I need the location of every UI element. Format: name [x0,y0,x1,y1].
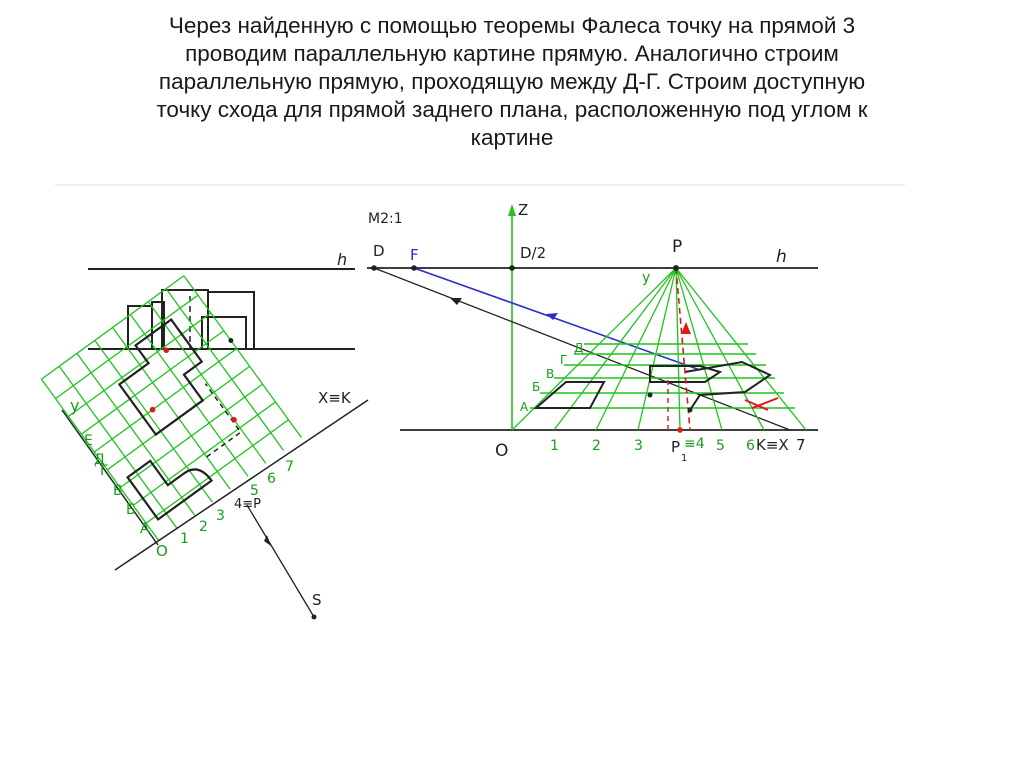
plan-y-label: y [70,396,80,415]
point-d [371,265,377,271]
plan-x-tick: 7 [285,459,294,475]
plan-y-tick: Б [126,502,136,518]
z-label: Z [518,201,529,219]
point-f [411,265,417,271]
plan-y-tick: A [140,521,150,537]
red-arrow [681,322,691,334]
seven-label: 7 [796,436,806,454]
title-line: параллельную прямую, проходящую между Д-Г. Строим доступную [158,69,866,94]
blue-line [414,268,700,370]
persp-x-tick: 3 [634,438,643,454]
plan-x-axis [115,400,368,570]
plan-y-tick: В [113,483,123,499]
d-label: D [373,242,385,260]
title-line: картине [470,125,554,150]
title-line: точку схода для прямой заднего плана, расположенную под углом к [156,97,868,122]
h-label-left: h [337,250,348,269]
persp-x-tick: 5 [716,438,725,454]
perspective-outline [536,362,770,410]
title-line: Через найденную с помощью теоремы Фалеса точку на прямой 3 [168,13,856,38]
point-d2 [509,265,515,271]
point-p1 [677,427,683,433]
perspective-rays [512,268,806,430]
p-label: P [672,237,683,257]
persp-side-tick: Б [532,380,541,394]
scale-label: M2:1 [368,211,403,227]
f-label: F [410,246,419,264]
point-persp [648,393,653,398]
z-axis-arrow [508,204,516,216]
xk-persp-label: K≡X [756,436,789,454]
facade-elevation [88,269,355,349]
plan-x-tick: 1 [180,531,189,547]
persp-x-tick: 2 [592,438,601,454]
persp-side-tick: A [520,400,529,414]
p1-subscript: 1 [681,453,688,464]
y-persp-label: y [642,270,651,286]
plan-y-ticks [84,433,150,537]
plan-x-tick: 6 [267,471,276,487]
plan-y-tick: Е [84,433,93,449]
plan-x-tick: 5 [250,483,259,499]
sight-ray [247,505,314,617]
persp-side-tick: Г [560,353,568,367]
plan-x-tick: 3 [216,508,225,524]
eq4-label: ≡4 [684,436,705,452]
persp-side-tick: В [546,367,555,381]
plan-grid [41,274,303,541]
plan-xk-label: X≡K [318,389,351,407]
point-p [673,265,679,271]
plan-y-tick: Г [100,463,109,479]
p1-label: P [671,438,681,456]
s-label: S [312,591,322,609]
depth-lines [530,344,795,408]
plan-y-tick: Д [94,452,105,468]
plan-x-tick: 2 [199,519,208,535]
d-half-label: D/2 [520,244,547,262]
h-label-right: h [776,247,787,267]
persp-x-tick: 1 [550,438,559,454]
point-persp [688,408,693,413]
persp-side-tick: Д [574,341,584,355]
title-line: проводим параллельную картине прямую. Аналогично строим [185,41,839,66]
o-persp-label: O [495,441,509,461]
plan-eqp-label: 4≡P [234,497,262,512]
station-point [312,615,317,620]
sight-ray-arrow [264,535,271,546]
persp-x-tick: 6 [746,438,755,454]
plan-o-label: O [156,542,168,560]
persp-x-ticks [550,438,755,454]
